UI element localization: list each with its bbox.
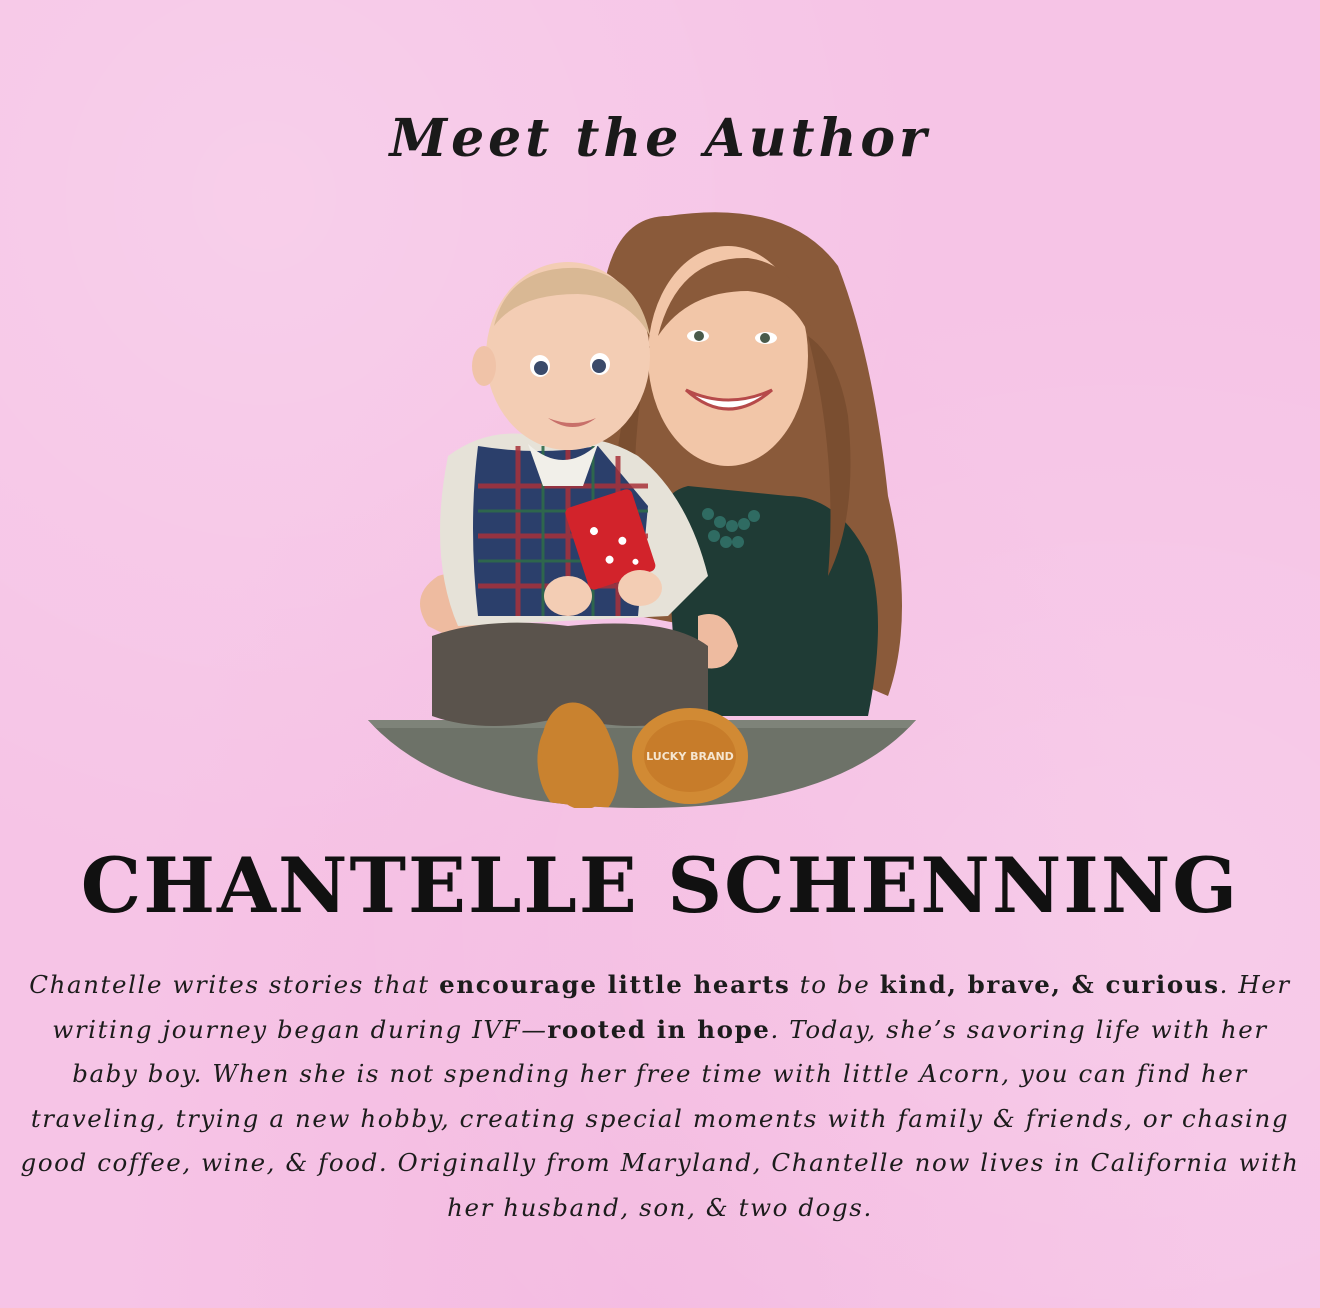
bio-bold-2: kind, brave, & curious xyxy=(879,970,1220,999)
author-name: CHANTELLE SCHENNING xyxy=(80,841,1240,930)
shoe-label: LUCKY BRAND xyxy=(646,750,734,763)
bio-bold-3: rooted in hope xyxy=(547,1014,771,1044)
bio-text-3: . Her writing journey began during IVF— xyxy=(52,970,1291,1044)
author-bio xyxy=(20,963,1300,1230)
bio-text-4: . Today, she’s savoring life with her baby boy. When she is not spending her free time with little Acorn, you can find her traveling, trying a new hobby, creating special moments with family & friends, or chasing good coffee, wine, & food. Originally from Maryland, Chantelle now lives in California with her husband, son, & two dogs. xyxy=(20,1014,1300,1222)
author-photo xyxy=(368,196,916,808)
bio-text-2: to be xyxy=(790,970,880,999)
bio-bold-1: encourage little hearts xyxy=(439,970,791,999)
section-heading: Meet the Author xyxy=(389,108,931,169)
bio-text-1: Chantelle writes stories that xyxy=(29,970,440,999)
